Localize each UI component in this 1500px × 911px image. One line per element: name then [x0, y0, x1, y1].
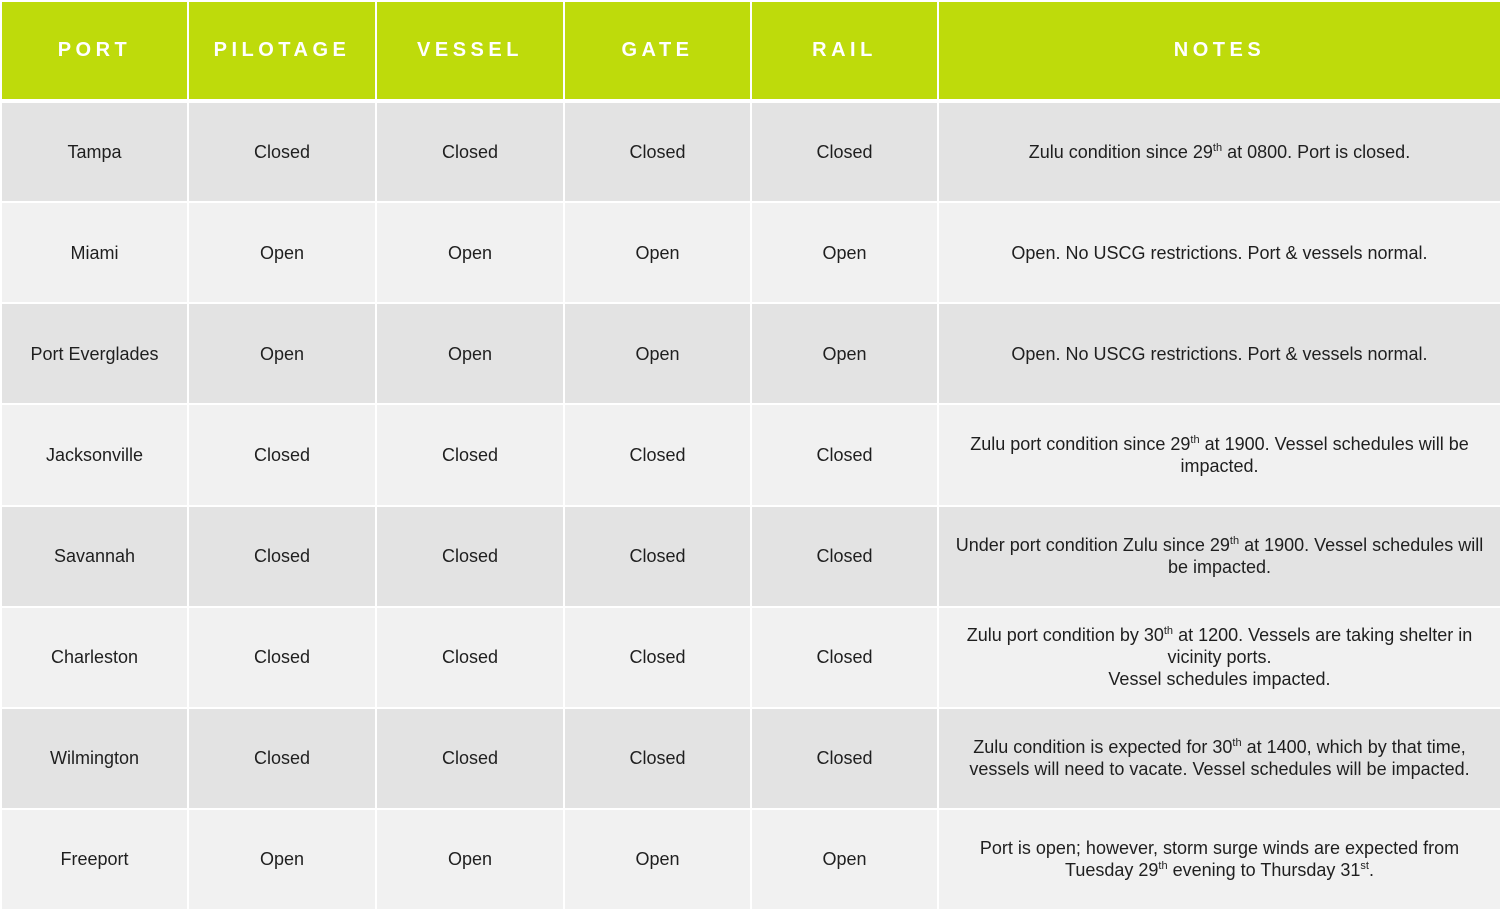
notes-text: at 1900. Vessel schedules will be impacted.: [1167, 535, 1484, 578]
cell-pilotage: Closed: [188, 404, 376, 505]
notes-text: Vessel schedules impacted.: [1108, 669, 1331, 690]
notes-line: [951, 534, 1488, 578]
notes-line: [951, 837, 1488, 881]
notes-line: [951, 624, 1488, 668]
cell-notes: [938, 202, 1500, 303]
ordinal-suffix: th: [1229, 535, 1240, 548]
cell-gate: Open: [564, 809, 751, 910]
notes-text: at 1400, which by that time, vessels will need to vacate. Vessel schedules will be impacted.: [969, 737, 1470, 780]
cell-gate: Closed: [564, 506, 751, 607]
cell-notes: [938, 303, 1500, 404]
cell-rail: Closed: [751, 708, 938, 809]
cell-vessel: Closed: [376, 404, 564, 505]
cell-vessel: Open: [376, 202, 564, 303]
cell-rail: Closed: [751, 607, 938, 708]
notes-text: at 0800. Port is closed.: [1222, 142, 1411, 163]
cell-notes: [938, 101, 1500, 202]
cell-rail: Open: [751, 202, 938, 303]
cell-port: Charleston: [1, 607, 188, 708]
header-pilotage: PILOTAGE: [188, 1, 376, 101]
notes-text: Open. No USCG restrictions. Port & vessels normal.: [1011, 343, 1428, 364]
table-row: [1, 708, 1500, 809]
cell-rail: Open: [751, 809, 938, 910]
notes-line: [951, 141, 1488, 163]
notes-text: evening to Thursday 31: [1167, 860, 1361, 881]
header-notes: NOTES: [938, 1, 1500, 101]
cell-gate: Closed: [564, 607, 751, 708]
cell-rail: Closed: [751, 101, 938, 202]
notes-text: .: [1368, 860, 1374, 881]
cell-gate: Open: [564, 303, 751, 404]
cell-notes: [938, 404, 1500, 505]
cell-pilotage: Open: [188, 303, 376, 404]
cell-notes: [938, 506, 1500, 607]
notes-line: [951, 736, 1488, 780]
cell-vessel: Closed: [376, 607, 564, 708]
cell-gate: Closed: [564, 708, 751, 809]
table-row: [1, 809, 1500, 910]
cell-vessel: Closed: [376, 506, 564, 607]
table-row: [1, 303, 1500, 404]
ordinal-suffix: th: [1158, 860, 1168, 873]
notes-line: [951, 668, 1488, 690]
cell-vessel: Closed: [376, 101, 564, 202]
cell-port: Jacksonville: [1, 404, 188, 505]
cell-vessel: Open: [376, 303, 564, 404]
notes-text: Open. No USCG restrictions. Port & vessels normal.: [1011, 242, 1428, 263]
notes-line: [951, 343, 1488, 365]
cell-gate: Closed: [564, 101, 751, 202]
cell-pilotage: Open: [188, 202, 376, 303]
table-header: [1, 1, 1500, 101]
header-gate: GATE: [564, 1, 751, 101]
table-body: [1, 101, 1500, 910]
notes-line: [951, 242, 1488, 264]
table-row: [1, 101, 1500, 202]
cell-notes: [938, 607, 1500, 708]
cell-port: Savannah: [1, 506, 188, 607]
table-row: [1, 506, 1500, 607]
cell-gate: Closed: [564, 404, 751, 505]
notes-text: Zulu condition since 29: [1028, 142, 1213, 163]
cell-port: Tampa: [1, 101, 188, 202]
table-row: [1, 607, 1500, 708]
cell-port: Port Everglades: [1, 303, 188, 404]
ordinal-suffix: th: [1190, 433, 1200, 446]
notes-text: Port is open; however, storm surge winds are expected from Tuesday 29: [979, 838, 1460, 881]
cell-notes: [938, 809, 1500, 910]
cell-vessel: Open: [376, 809, 564, 910]
notes-text: Under port condition Zulu since 29: [955, 535, 1230, 556]
header-vessel: VESSEL: [376, 1, 564, 101]
cell-port: Miami: [1, 202, 188, 303]
notes-text: Zulu port condition since 29: [970, 433, 1191, 454]
cell-port: Freeport: [1, 809, 188, 910]
cell-gate: Open: [564, 202, 751, 303]
notes-text: at 1200. Vessels are taking shelter in vicinity ports.: [1167, 625, 1473, 668]
ordinal-suffix: th: [1163, 625, 1174, 638]
table-row: [1, 202, 1500, 303]
ordinal-suffix: th: [1212, 142, 1223, 155]
header-port: PORT: [1, 1, 188, 101]
header-rail: RAIL: [751, 1, 938, 101]
cell-rail: Open: [751, 303, 938, 404]
table-row: [1, 404, 1500, 505]
notes-text: at 1900. Vessel schedules will be impacted.: [1180, 433, 1469, 476]
cell-vessel: Closed: [376, 708, 564, 809]
notes-line: [951, 433, 1488, 477]
ordinal-suffix: st: [1360, 860, 1369, 873]
cell-port: Wilmington: [1, 708, 188, 809]
cell-pilotage: Closed: [188, 101, 376, 202]
cell-pilotage: Closed: [188, 607, 376, 708]
cell-rail: Closed: [751, 506, 938, 607]
notes-text: Zulu port condition by 30: [966, 625, 1164, 646]
cell-pilotage: Open: [188, 809, 376, 910]
cell-pilotage: Closed: [188, 506, 376, 607]
ordinal-suffix: th: [1232, 737, 1242, 750]
notes-text: Zulu condition is expected for 30: [973, 737, 1233, 758]
cell-rail: Closed: [751, 404, 938, 505]
cell-pilotage: Closed: [188, 708, 376, 809]
cell-notes: [938, 708, 1500, 809]
header-row: [1, 1, 1500, 101]
